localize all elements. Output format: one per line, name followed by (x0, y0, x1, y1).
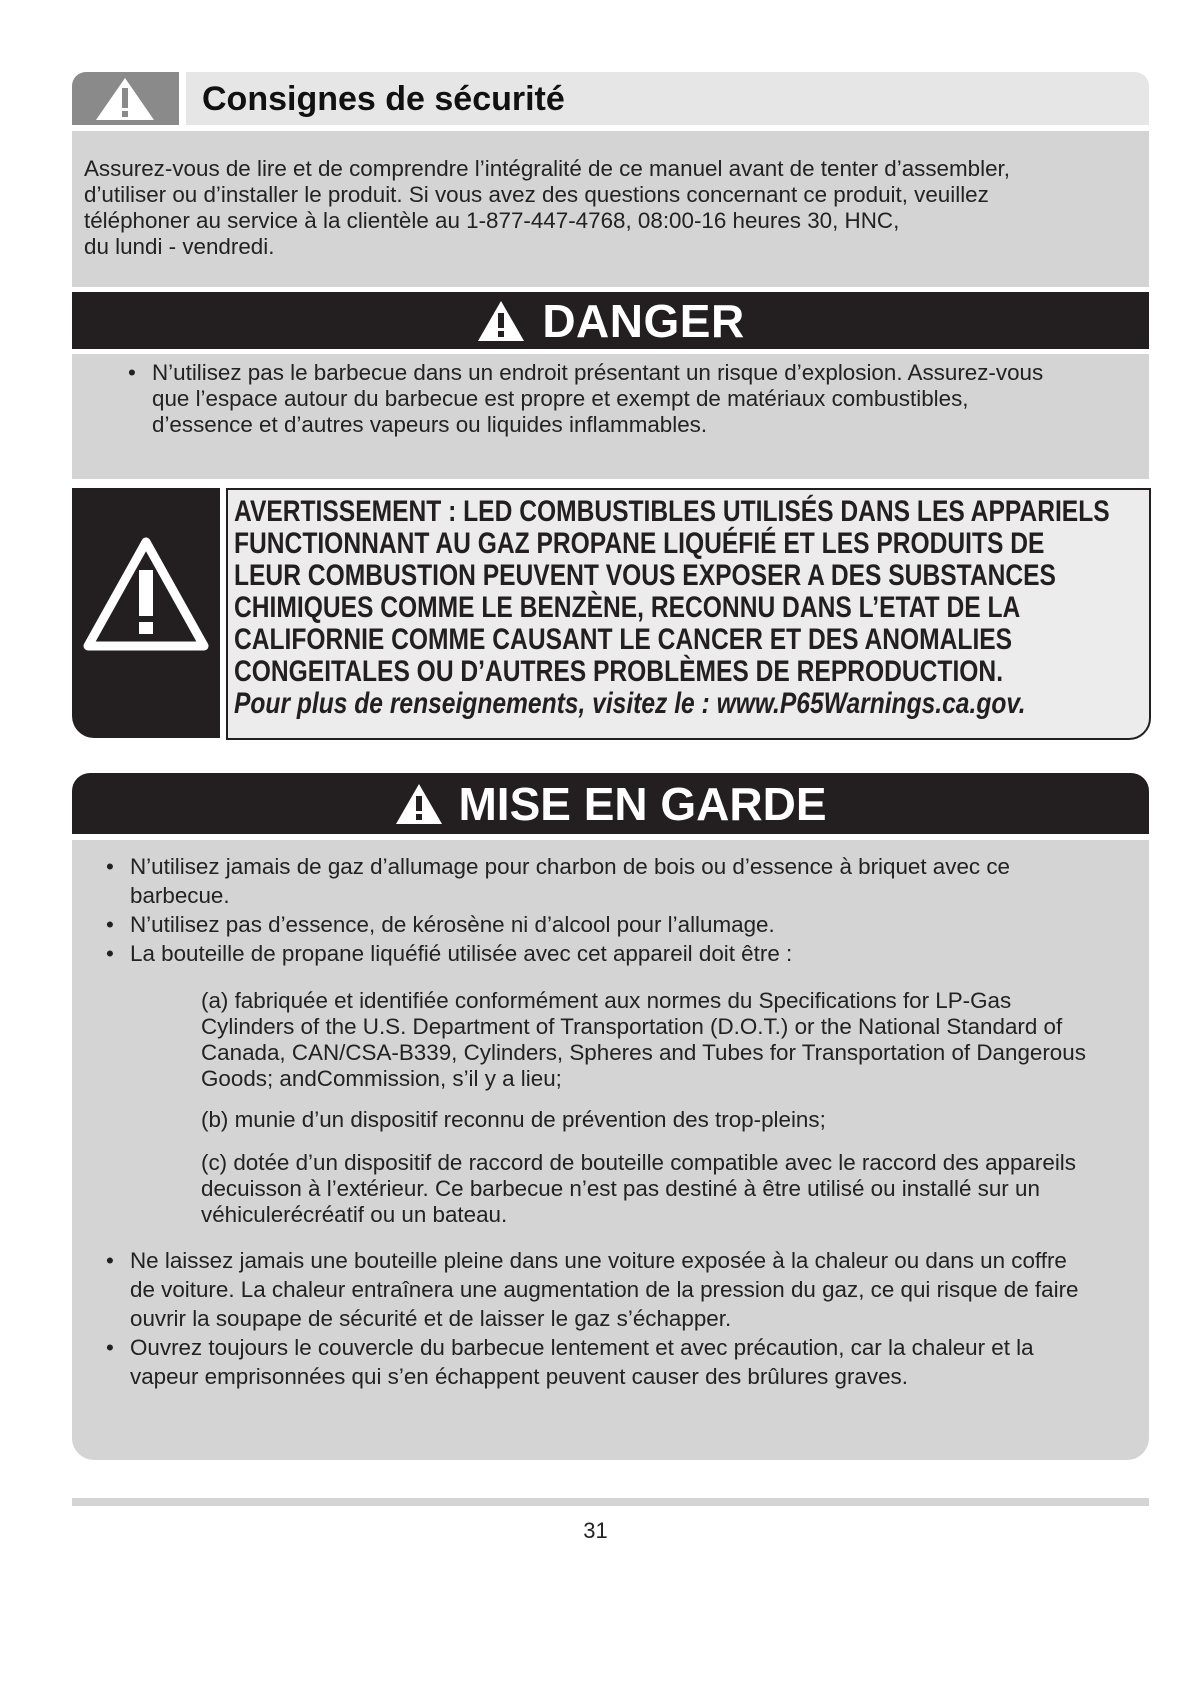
sub-item-b (201, 1107, 1131, 1133)
mise-en-garde-list-top (130, 852, 1130, 968)
sub-line: (c) dotée d’un dispositif de raccord de bouteille compatible avec le raccord des appareils (201, 1150, 1076, 1175)
danger-title-row (72, 292, 1149, 349)
list-item (130, 852, 1130, 910)
list-item (130, 1333, 1130, 1391)
warning-line: AVERTISSEMENT : LED COMBUSTIBLES UTILISÉS DANS LES APPARIELS (234, 495, 1110, 528)
mise-en-garde-title: MISE EN GARDE (458, 777, 827, 830)
warning-line: CHIMIQUES COMME LE BENZÈNE, RECONNU DANS L’ETAT DE LA (234, 591, 1021, 624)
warning-text (234, 495, 1110, 720)
intro-line: Assurez-vous de lire et de comprendre l’intégralité de ce manuel avant de tenter d’assembler, (84, 156, 1010, 181)
warning-icon-panel (72, 488, 220, 738)
mise-en-garde-list-bottom (130, 1246, 1130, 1391)
mise-en-garde-title-row (72, 773, 1149, 834)
header-icon-box (72, 72, 179, 125)
sub-line: (a) fabriquée et identifiée conformément aux normes du Specifications for LP-Gas (201, 988, 1012, 1013)
warning-line: CONGEITALES OU D’AUTRES PROBLÈMES DE REPRODUCTION. (234, 655, 1004, 688)
sub-line: (b) munie d’un dispositif reconnu de prévention des trop-pleins; (201, 1107, 826, 1132)
list-line: • N’utilisez pas d’essence, de kérosène ni d’alcool pour l’allumage. (130, 912, 775, 937)
danger-list (152, 360, 1112, 438)
danger-line: d’essence et d’autres vapeurs ou liquides inflammables. (152, 412, 708, 437)
intro-line: téléphoner au service à la clientèle au 1-877-447-4768, 08:00-16 heures 30, HNC, (84, 208, 900, 233)
page-number: 31 (583, 1518, 608, 1543)
warning-triangle-icon (476, 299, 526, 343)
mise-en-garde-banner (72, 773, 1149, 834)
sub-line: Cylinders of the U.S. Department of Transportation (D.O.T.) or the National Standard of (201, 1014, 1063, 1039)
danger-line: que l’espace autour du barbecue est propre et exempt de matériaux combustibles, (152, 386, 969, 411)
sub-line: decuisson à l’extérieur. Ce barbecue n’est pas destiné à être utilisé ou installé sur un (201, 1176, 1040, 1201)
list-item (130, 1246, 1130, 1333)
sub-item-a (201, 988, 1131, 1092)
list-line: ouvrir la soupape de sécurité et de laisser le gaz s’échapper. (130, 1306, 732, 1331)
sub-line: Goods; andCommission, s’il y a lieu; (201, 1066, 562, 1091)
danger-line: • N’utilisez pas le barbecue dans un endroit présentant un risque d’explosion. Assurez-vous (152, 360, 1044, 385)
list-item (130, 939, 1130, 968)
danger-title: DANGER (542, 294, 745, 347)
list-line: • Ouvrez toujours le couvercle du barbecue lentement et avec précaution, car la chaleur et la (130, 1335, 1034, 1360)
list-line: • N’utilisez jamais de gaz d’allumage pour charbon de bois ou d’essence à briquet avec ce (130, 854, 1010, 879)
warning-exclamation-icon (72, 72, 179, 125)
footer-divider (72, 1498, 1149, 1506)
warning-line: LEUR COMBUSTION PEUVENT VOUS EXPOSER A DES SUBSTANCES (234, 559, 1056, 592)
list-line: • Ne laissez jamais une bouteille pleine dans une voiture exposée à la chaleur ou dans un coffre (130, 1248, 1067, 1273)
intro-paragraph (84, 156, 1134, 260)
sub-line: Canada, CAN/CSA-B339, Cylinders, Spheres and Tubes for Transportation of Dangerous (201, 1040, 1086, 1065)
list-line: de voiture. La chaleur entraînera une augmentation de la pression du gaz, ce qui risque de faire (130, 1277, 1079, 1302)
sub-line: véhiculerécréatif ou un bateau. (201, 1202, 508, 1227)
list-line: vapeur emprisonnées qui s’en échappent peuvent causer des brûlures graves. (130, 1364, 908, 1389)
list-line: barbecue. (130, 883, 230, 908)
warning-more-info: Pour plus de renseignements, visitez le : www.P65Warnings.ca.gov. (234, 687, 1026, 720)
page-title: Consignes de sécurité (202, 80, 565, 118)
intro-line: d’utiliser ou d’installer le produit. Si vous avez des questions concernant ce produit, veuillez (84, 182, 989, 207)
warning-line: CALIFORNIE COMME CAUSANT LE CANCER ET DES ANOMALIES (234, 623, 1013, 656)
list-line: • La bouteille de propane liquéfié utilisée avec cet appareil doit être : (130, 941, 793, 966)
list-item (130, 910, 1130, 939)
danger-banner (72, 292, 1149, 349)
sub-item-c (201, 1150, 1131, 1228)
list-item (152, 360, 1112, 438)
intro-line: du lundi - vendredi. (84, 234, 275, 259)
warning-triangle-icon (394, 782, 444, 826)
warning-triangle-outline-icon (72, 488, 220, 738)
warning-line: FUNCTIONNANT AU GAZ PROPANE LIQUÉFIÉ ET LES PRODUITS DE (234, 527, 1045, 560)
